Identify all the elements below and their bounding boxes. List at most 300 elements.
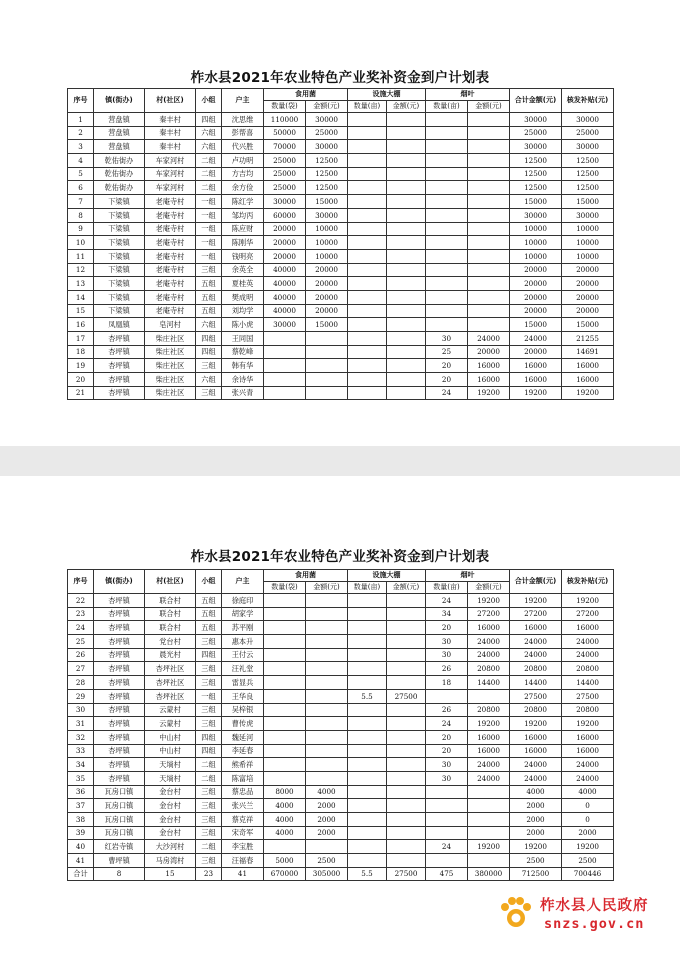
- table-cell: 杏坪镇: [94, 648, 145, 662]
- table-cell: 20800: [468, 703, 510, 717]
- table-cell: [426, 140, 468, 154]
- table-cell: 25000: [264, 167, 306, 181]
- table-cell: [264, 703, 306, 717]
- header-greenhouse: 设施大棚: [348, 570, 426, 582]
- table-cell: [468, 236, 510, 250]
- table-cell: 24000: [468, 332, 510, 346]
- table-cell: 杏坪镇: [94, 594, 145, 608]
- subsidy-table: [67, 88, 614, 400]
- table-cell: 20800: [468, 662, 510, 676]
- table-cell: 27200: [468, 607, 510, 621]
- table-row: [68, 594, 614, 608]
- table-cell: [348, 730, 387, 744]
- table-row: [68, 222, 614, 236]
- page-title: 柞水县2021年农业特色产业奖补资金到户计划表: [190, 70, 490, 86]
- table-cell: 秦丰村: [145, 140, 196, 154]
- table-cell: 30: [68, 703, 94, 717]
- table-cell: 三组: [196, 676, 222, 690]
- table-row: [68, 236, 614, 250]
- table-cell: [387, 676, 426, 690]
- table-cell: 联合村: [145, 621, 196, 635]
- table-cell: 16000: [562, 373, 614, 387]
- table-cell: 24000: [510, 635, 562, 649]
- table-cell: [468, 222, 510, 236]
- header-amount: 金额(元): [468, 101, 510, 113]
- total-cell: 15: [145, 867, 196, 881]
- table-cell: 16000: [562, 730, 614, 744]
- table-cell: [348, 771, 387, 785]
- table-cell: 晨光村: [145, 648, 196, 662]
- table-cell: 20: [68, 373, 94, 387]
- table-cell: 四组: [196, 730, 222, 744]
- table-cell: [306, 594, 348, 608]
- total-cell: 8: [94, 867, 145, 881]
- table-cell: 30000: [510, 113, 562, 127]
- table-cell: 老庵寺村: [145, 290, 196, 304]
- table-cell: 30: [426, 758, 468, 772]
- table-cell: 柴庄社区: [145, 332, 196, 346]
- table-row: [68, 386, 614, 400]
- table-cell: 16000: [468, 621, 510, 635]
- table-cell: 余诗华: [222, 373, 264, 387]
- table-cell: 三组: [196, 263, 222, 277]
- table-cell: [387, 648, 426, 662]
- table-cell: [468, 154, 510, 168]
- table-cell: 杏坪镇: [94, 703, 145, 717]
- table-cell: 16000: [468, 373, 510, 387]
- table-cell: [387, 799, 426, 813]
- table-cell: [306, 703, 348, 717]
- total-cell: 700446: [562, 867, 614, 881]
- table-cell: 汪福春: [222, 854, 264, 868]
- table-row: [68, 648, 614, 662]
- table-cell: 宋奇军: [222, 826, 264, 840]
- table-cell: 34: [68, 758, 94, 772]
- table-cell: [426, 799, 468, 813]
- table-cell: 27200: [510, 607, 562, 621]
- table-cell: [468, 318, 510, 332]
- table-cell: 陈刚华: [222, 236, 264, 250]
- table-cell: [348, 359, 387, 373]
- table-cell: 20: [426, 621, 468, 635]
- table-cell: 二组: [196, 771, 222, 785]
- header-amount: 金额(元): [306, 101, 348, 113]
- table-cell: 27500: [562, 689, 614, 703]
- table-cell: [387, 359, 426, 373]
- table-cell: 三组: [196, 799, 222, 813]
- table-cell: 杏坪镇: [94, 332, 145, 346]
- table-cell: 19200: [468, 594, 510, 608]
- table-cell: 19200: [510, 594, 562, 608]
- table-cell: 卢功明: [222, 154, 264, 168]
- table-cell: [306, 607, 348, 621]
- table-cell: 30: [426, 648, 468, 662]
- table-cell: [468, 181, 510, 195]
- table-cell: 钱明亮: [222, 249, 264, 263]
- table-cell: 15000: [562, 195, 614, 209]
- table-cell: [468, 799, 510, 813]
- table-cell: 杏坪镇: [94, 373, 145, 387]
- table-cell: 老庵寺村: [145, 304, 196, 318]
- table-cell: 一组: [196, 249, 222, 263]
- table-row: [68, 854, 614, 868]
- table-cell: 24000: [468, 758, 510, 772]
- table-cell: [387, 318, 426, 332]
- table-cell: 19200: [510, 386, 562, 400]
- table-cell: 12500: [306, 167, 348, 181]
- table-cell: 马房湾村: [145, 854, 196, 868]
- table-cell: 24: [426, 717, 468, 731]
- table-cell: 34: [426, 607, 468, 621]
- table-cell: 40000: [264, 263, 306, 277]
- table-cell: 18: [68, 345, 94, 359]
- table-cell: [426, 195, 468, 209]
- table-cell: [264, 648, 306, 662]
- table-cell: 4000: [306, 785, 348, 799]
- table-cell: 金台村: [145, 826, 196, 840]
- table-cell: 20000: [306, 304, 348, 318]
- table-cell: 秦丰村: [145, 126, 196, 140]
- table-cell: [264, 594, 306, 608]
- table-cell: 29: [68, 689, 94, 703]
- table-cell: [387, 345, 426, 359]
- table-cell: 熊希祥: [222, 758, 264, 772]
- table-cell: 营盘镇: [94, 140, 145, 154]
- table-cell: 16000: [510, 373, 562, 387]
- header-qty-mu: 数量(亩): [348, 582, 387, 594]
- table-cell: [387, 304, 426, 318]
- table-cell: [426, 126, 468, 140]
- table-cell: 二组: [196, 840, 222, 854]
- header-group: 小组: [196, 570, 222, 594]
- table-cell: [387, 771, 426, 785]
- table-cell: [348, 635, 387, 649]
- total-cell: 475: [426, 867, 468, 881]
- table-cell: [348, 249, 387, 263]
- table-cell: 1: [68, 113, 94, 127]
- table-cell: [264, 386, 306, 400]
- table-cell: 18: [426, 676, 468, 690]
- table-cell: 23: [68, 607, 94, 621]
- table-cell: 10000: [306, 222, 348, 236]
- table-cell: [387, 594, 426, 608]
- table-cell: 彭帮喜: [222, 126, 264, 140]
- table-cell: [387, 730, 426, 744]
- table-cell: [348, 676, 387, 690]
- table-cell: 余方俭: [222, 181, 264, 195]
- table-cell: 10000: [306, 236, 348, 250]
- table-cell: 2: [68, 126, 94, 140]
- table-cell: 一组: [196, 689, 222, 703]
- table-cell: 5000: [264, 854, 306, 868]
- table-cell: [468, 140, 510, 154]
- table-cell: 32: [68, 730, 94, 744]
- table-cell: 三组: [196, 785, 222, 799]
- table-cell: [264, 744, 306, 758]
- table-cell: 10000: [306, 249, 348, 263]
- table-cell: 二组: [196, 167, 222, 181]
- table-cell: [348, 744, 387, 758]
- header-village: 村(社区): [145, 570, 196, 594]
- table-cell: 10000: [562, 222, 614, 236]
- table-cell: 40: [68, 840, 94, 854]
- table-cell: 云蒙村: [145, 703, 196, 717]
- gov-watermark: [496, 890, 666, 942]
- table-cell: [387, 236, 426, 250]
- table-row: [68, 689, 614, 703]
- table-cell: 红岩寺镇: [94, 840, 145, 854]
- table-row: [68, 277, 614, 291]
- table-row: [68, 195, 614, 209]
- table-cell: [264, 635, 306, 649]
- table-cell: [306, 648, 348, 662]
- table-cell: 苏平刚: [222, 621, 264, 635]
- table-cell: 16000: [562, 359, 614, 373]
- table-cell: 老庵寺村: [145, 195, 196, 209]
- table-cell: [387, 854, 426, 868]
- table-cell: 15000: [510, 318, 562, 332]
- table-cell: 60000: [264, 208, 306, 222]
- table-cell: 27200: [562, 607, 614, 621]
- table-cell: [426, 813, 468, 827]
- table-cell: [468, 263, 510, 277]
- table-cell: 乾佑街办: [94, 154, 145, 168]
- table-row: [68, 373, 614, 387]
- table-cell: [348, 154, 387, 168]
- table-cell: 24000: [562, 635, 614, 649]
- table-cell: 30000: [306, 208, 348, 222]
- table-cell: 20800: [510, 703, 562, 717]
- table-cell: 16000: [510, 730, 562, 744]
- table-cell: 40000: [264, 290, 306, 304]
- table-cell: 杏坪镇: [94, 758, 145, 772]
- table-cell: 杏坪镇: [94, 689, 145, 703]
- table-cell: 三组: [196, 717, 222, 731]
- table-cell: [348, 813, 387, 827]
- table-cell: 下梁镇: [94, 249, 145, 263]
- table-cell: [426, 208, 468, 222]
- table-cell: 19200: [562, 594, 614, 608]
- table-cell: 10000: [562, 249, 614, 263]
- table-cell: 26: [68, 648, 94, 662]
- table-cell: 六组: [196, 318, 222, 332]
- table-row: [68, 113, 614, 127]
- table-row: [68, 813, 614, 827]
- table-cell: 15000: [306, 318, 348, 332]
- table-cell: 乾佑街办: [94, 167, 145, 181]
- table-cell: 10000: [510, 236, 562, 250]
- table-cell: 李宝胜: [222, 840, 264, 854]
- table-cell: 8000: [264, 785, 306, 799]
- table-cell: [468, 113, 510, 127]
- table-cell: 12500: [510, 181, 562, 195]
- table-cell: 30000: [562, 140, 614, 154]
- table-cell: [468, 208, 510, 222]
- table-cell: 24000: [562, 648, 614, 662]
- table-cell: 金台村: [145, 813, 196, 827]
- table-cell: 吴梓银: [222, 703, 264, 717]
- table-cell: [306, 635, 348, 649]
- table-cell: 110000: [264, 113, 306, 127]
- total-cell: 合计: [68, 867, 94, 881]
- table-cell: 41: [68, 854, 94, 868]
- table-cell: [348, 607, 387, 621]
- table-cell: 杏坪镇: [94, 359, 145, 373]
- table-cell: 20: [426, 744, 468, 758]
- table-cell: 2000: [306, 799, 348, 813]
- table-cell: 柴庄社区: [145, 373, 196, 387]
- table-cell: 营盘镇: [94, 126, 145, 140]
- table-cell: 16000: [510, 744, 562, 758]
- table-cell: [387, 703, 426, 717]
- table-cell: 20800: [562, 662, 614, 676]
- table-row: [68, 840, 614, 854]
- table-cell: 12500: [562, 181, 614, 195]
- table-cell: 4: [68, 154, 94, 168]
- table-cell: 25000: [562, 126, 614, 140]
- table-cell: 杏坪镇: [94, 717, 145, 731]
- table-cell: [264, 332, 306, 346]
- table-body: [68, 113, 614, 400]
- table-cell: [348, 758, 387, 772]
- subsidy-table: [67, 569, 614, 881]
- table-cell: 4000: [264, 799, 306, 813]
- table-row: [68, 290, 614, 304]
- table-cell: 20000: [510, 277, 562, 291]
- table-cell: [387, 249, 426, 263]
- table-cell: [348, 181, 387, 195]
- table-cell: 下梁镇: [94, 277, 145, 291]
- table-cell: 五组: [196, 277, 222, 291]
- table-row: [68, 140, 614, 154]
- table-cell: 五组: [196, 607, 222, 621]
- table-cell: 杏坪镇: [94, 607, 145, 621]
- table-cell: [264, 345, 306, 359]
- table-cell: [348, 799, 387, 813]
- table-cell: 二组: [196, 181, 222, 195]
- header-town: 镇(街办): [94, 570, 145, 594]
- table-cell: 三组: [196, 635, 222, 649]
- table-cell: 邹均丙: [222, 208, 264, 222]
- table-cell: 蔡忠品: [222, 785, 264, 799]
- table-cell: [387, 208, 426, 222]
- table-row: [68, 181, 614, 195]
- table-cell: [348, 621, 387, 635]
- table-cell: 12500: [306, 154, 348, 168]
- table-cell: 四组: [196, 648, 222, 662]
- table-cell: [306, 676, 348, 690]
- table-cell: 杏坪社区: [145, 662, 196, 676]
- table-cell: 王华良: [222, 689, 264, 703]
- table-cell: [264, 758, 306, 772]
- table-cell: 6: [68, 181, 94, 195]
- table-row: [68, 771, 614, 785]
- table-cell: 30000: [510, 208, 562, 222]
- table-cell: [468, 195, 510, 209]
- table-cell: [348, 345, 387, 359]
- table-cell: 16000: [468, 359, 510, 373]
- table-cell: 2500: [510, 854, 562, 868]
- table-cell: [348, 648, 387, 662]
- table-cell: 70000: [264, 140, 306, 154]
- table-cell: 9: [68, 222, 94, 236]
- watermark-name: 柞水县人民政府: [540, 898, 649, 914]
- table-cell: 下梁镇: [94, 304, 145, 318]
- table-cell: 魏延河: [222, 730, 264, 744]
- table-cell: 24: [68, 621, 94, 635]
- table-cell: 王付云: [222, 648, 264, 662]
- table-cell: 0: [562, 813, 614, 827]
- table-cell: [387, 263, 426, 277]
- table-cell: [387, 635, 426, 649]
- table-row: [68, 621, 614, 635]
- table-cell: 15000: [510, 195, 562, 209]
- table-cell: [264, 373, 306, 387]
- total-cell: 670000: [264, 867, 306, 881]
- table-cell: 五组: [196, 290, 222, 304]
- header-tobacco: 烟叶: [426, 570, 510, 582]
- table-cell: 10000: [510, 222, 562, 236]
- header-approved: 核发补贴(元): [562, 89, 614, 113]
- table-cell: 联合村: [145, 594, 196, 608]
- table-row: [68, 263, 614, 277]
- table-cell: 杏坪镇: [94, 744, 145, 758]
- table-row: [68, 607, 614, 621]
- table-cell: 车家河村: [145, 154, 196, 168]
- table-row: [68, 318, 614, 332]
- table-cell: 秦丰村: [145, 113, 196, 127]
- table-cell: 25: [426, 345, 468, 359]
- table-cell: 汪礼堂: [222, 662, 264, 676]
- table-cell: 三组: [196, 359, 222, 373]
- table-cell: 20000: [562, 290, 614, 304]
- table-cell: 24000: [510, 648, 562, 662]
- table-cell: 老庵寺村: [145, 277, 196, 291]
- table-cell: 10000: [510, 249, 562, 263]
- table-cell: 柴庄社区: [145, 359, 196, 373]
- table-cell: [348, 717, 387, 731]
- table-cell: [348, 236, 387, 250]
- table-cell: [348, 386, 387, 400]
- total-cell: 380000: [468, 867, 510, 881]
- table-cell: 曹传虎: [222, 717, 264, 731]
- table-cell: [348, 840, 387, 854]
- table-cell: 一组: [196, 195, 222, 209]
- table-cell: [306, 359, 348, 373]
- table-cell: 19: [68, 359, 94, 373]
- table-cell: [426, 236, 468, 250]
- table-cell: [264, 771, 306, 785]
- table-cell: 皂河村: [145, 318, 196, 332]
- table-cell: 老庵寺村: [145, 236, 196, 250]
- table-cell: 24000: [468, 648, 510, 662]
- table-cell: 24000: [468, 635, 510, 649]
- table-cell: 王同国: [222, 332, 264, 346]
- table-cell: 老庵寺村: [145, 222, 196, 236]
- table-cell: 12500: [562, 167, 614, 181]
- table-cell: 2000: [510, 826, 562, 840]
- table-cell: [426, 113, 468, 127]
- table-cell: 30000: [562, 113, 614, 127]
- table-cell: 杏坪社区: [145, 689, 196, 703]
- header-amount: 金额(元): [387, 101, 426, 113]
- header-seq: 序号: [68, 570, 94, 594]
- table-cell: 张兴青: [222, 386, 264, 400]
- table-cell: [426, 318, 468, 332]
- table-cell: [387, 154, 426, 168]
- table-cell: [387, 181, 426, 195]
- table-cell: [306, 744, 348, 758]
